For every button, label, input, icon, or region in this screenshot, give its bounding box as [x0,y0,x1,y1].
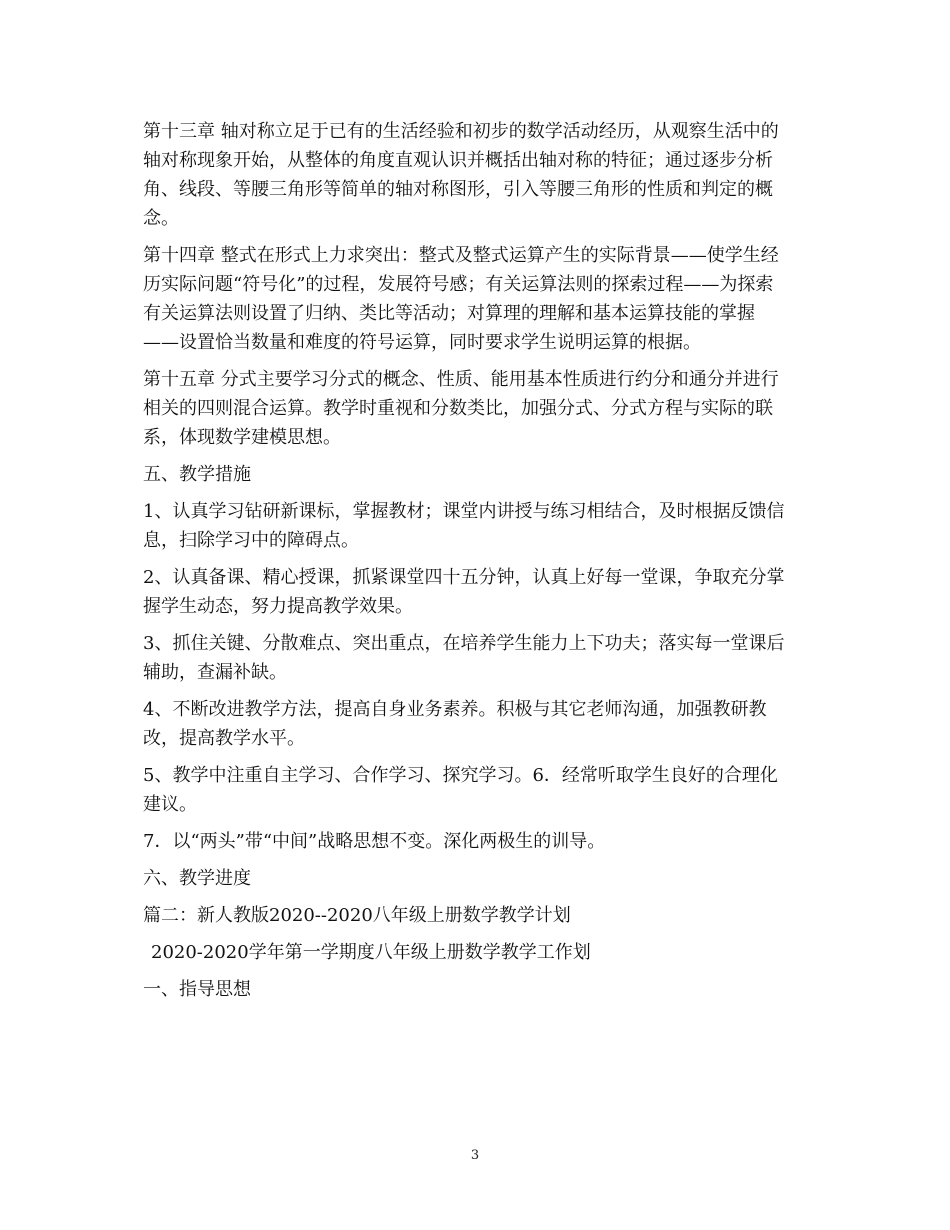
text-line: 第十四章 整式在形式上力求突出：整式及整式运算产生的实际背景——使学生经 [143,245,779,266]
text-line: 1、认真学习钻研新课标，掌握教材；课堂内讲授与练习相结合，及时根据反馈信 [143,501,785,522]
text-line: ——设置恰当数量和难度的符号运算，同时要求学生说明运算的根据。 [143,332,701,353]
section-heading: 六、教学进度 [143,868,251,889]
text-line: 7．以“两头”带“中间”战略思想不变。深化两极生的训导。 [143,831,606,852]
text-line: 5、教学中注重自主学习、合作学习、探究学习。6．经常听取学生良好的合理化 [143,765,778,786]
text-line: 建议。 [143,794,197,815]
text-line: 角、线段、等腰三角形等简单的轴对称图形，引入等腰三角形的性质和判定的概 [143,179,773,200]
text-line: 系，体现数学建模思想。 [143,427,341,448]
text-line: 相关的四则混合运算。教学时重视和分数类比，加强分式、分式方程与实际的联 [143,398,773,419]
text-line: 辅助，查漏补缺。 [143,662,287,683]
text-line: 握学生动态，努力提高教学效果。 [143,596,413,617]
page-number: 3 [470,1148,480,1163]
page-body [143,117,811,1004]
text-line: 3、抓住关键、分散难点、突出重点，在培养学生能力上下功夫；落实每一堂课后 [143,633,785,654]
text-line: 改，提高教学水平。 [143,728,305,749]
section-heading: 五、教学措施 [143,464,251,485]
text-line: 历实际问题“符号化”的过程，发展符号感；有关运算法则的探索过程——为探索 [143,274,774,295]
text-line: 有关运算法则设置了归纳、类比等活动；对算理的理解和基本运算技能的掌握 [143,303,755,324]
text-line: 息，扫除学习中的障碍点。 [143,530,359,551]
plan-title: 2020-2020学年第一学期度八年级上册数学教学工作划 [151,942,591,963]
article-title: 篇二：新人教版2020--2020八年级上册数学教学计划 [143,905,571,926]
text-line: 第十五章 分式主要学习分式的概念、性质、能用基本性质进行约分和通分并进行 [143,369,779,390]
text-line: 轴对称现象开始，从整体的角度直观认识并概括出轴对称的特征；通过逐步分析 [143,150,773,171]
text-line: 4、不断改进教学方法，提高自身业务素养。积极与其它老师沟通，加强教研教 [143,699,767,720]
section-heading: 一、指导思想 [143,979,251,1000]
text-line: 2、认真备课、精心授课，抓紧课堂四十五分钟，认真上好每一堂课，争取充分掌 [143,567,785,588]
text-line: 第十三章 轴对称立足于已有的生活经验和初步的数学活动经历，从观察生活中的 [143,121,779,142]
text-line: 念。 [143,208,179,229]
